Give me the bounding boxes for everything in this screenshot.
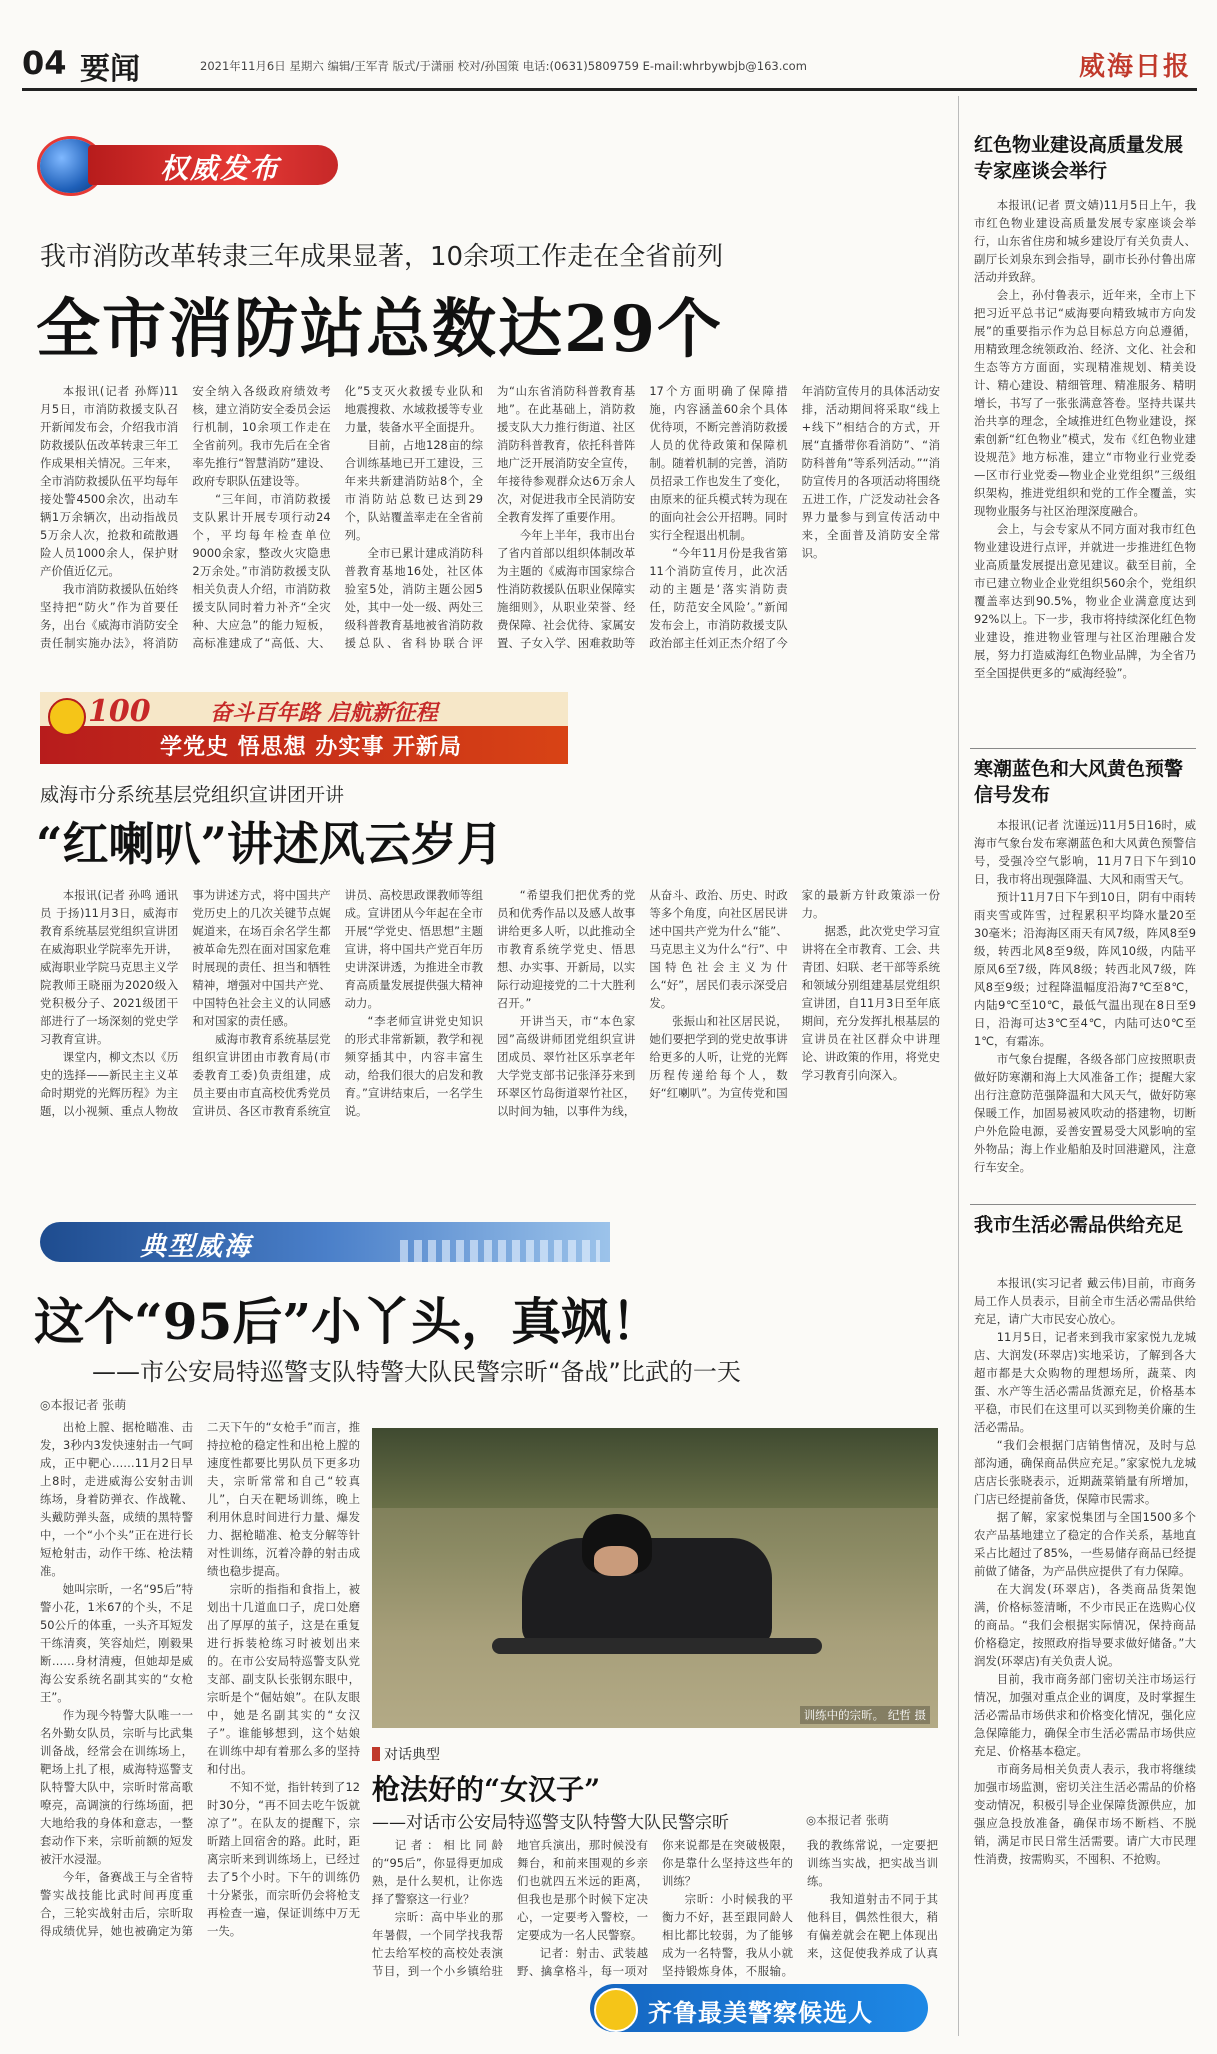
party-badge: 100 xyxy=(88,694,151,729)
typical-banner xyxy=(40,1222,610,1262)
paragraph: 不知不觉，指针转到了12时30分，“再不回去吃午饭就凉了”。在队友的提醒下，宗昕踏上回宿舍的路。此时，距离宗昕来到训练场上，已经过去了5个小时。下午的训练仍十分紧张，而宗昕仍会将枪支再检查一遍，保证训练中万无一失。 xyxy=(207,1780,360,1938)
qilu-banner-label: 齐鲁最美警察候选人 xyxy=(648,1999,873,2027)
interview-tag-label: 对话典型 xyxy=(384,1747,440,1763)
paragraph: 开讲当天，市“本色家园”高级讲师团党组织宣讲团成员、翠竹社区乐享老年大学党支部书记张泽芬来到环翠区竹岛街道翠竹社区，以时间为轴，以事件为线，从奋斗、政治、历史、时政等多个角度，向社区居民讲述中国共产党为什么“能”、马克思主义为什么“行”、中国特色社会主义为什么“好”，居民们表示深受启发。 xyxy=(496,888,788,1118)
paragraph: 全市已累计建成消防科普教育基地16处，社区体验室5处，消防主题公园5处，其中一处一级、两处三级科普教育基地被省消防救援总队、省科协联合评为“山东省消防科普教育基地”。在此基础上，消防救援支队大力推行街道、社区消防科普教育，依托科普阵地广泛开展消防安全宣传，年接待参观群众达6万余人次，对促进我市全民消防安全教育发挥了重要作用。 xyxy=(344,384,636,650)
paragraph: 本报讯(记者 孙鸣 通讯员 于扬)11月3日，威海市教育系统基层党组织宣讲团在威海职业学院率先开讲，威海职业学院马克思主义学院教师王晓丽为2020级入党积极分子、2021级团干部进行了一场深刻的党史学习教育宣讲。 xyxy=(40,888,179,1046)
paragraph: “今年11月份是我省第11个消防宣传月，此次活动的主题是‘落实消防责任，防范安全风险’。”新闻发布会上，市消防救援支队政治部主任刘正杰介绍了今年消防宣传月的具体活动安排，活动期间将采取“线上+线下”相结合的方式，开展“直播带你看消防”、“消防科普角”等系列活动。”“消防宣传月的各项活动将围绕五进工作，广泛发动社会各界力量参与到宣传活动中来，全面普及消防安全常识。 xyxy=(649,384,940,650)
paragraph: 宗昕的指指和食指上，被划出十几道血口子，虎口处磨出了厚厚的茧子，这是在重复进行拆装枪练习时被划出来的。在市公安局特巡警支队党支部、副支队长张钢东眼中，宗昕是个“倔姑娘”。在队友眼中，她是名副其实的“女汉子”。谁能够想到，这个姑娘在训练中却有着那么多的坚持和付出。 xyxy=(207,1582,360,1776)
paragraph: 她叫宗昕，一名“95后”特警小花，1米67的个头，不足50公斤的体重，一头齐耳短发干练清爽，笑容灿烂，刚毅果断……身材清瘦，但她却是威海公安系统名副其实的“女枪王”。 xyxy=(40,1582,193,1704)
paragraph: 目前，占地128亩的综合训练基地已开工建设，三年来共新建消防站8个，全市消防站总数已达到29个，队站覆盖率走在全省前列。 xyxy=(344,438,483,542)
article2-subtitle: 威海市分系统基层党组织宣讲团开讲 xyxy=(40,784,345,806)
header-rule xyxy=(22,88,1197,91)
paragraph: “我们会根据门店销售情况，及时与总部沟通，确保商品供应充足。”家家悦九龙城店店长张晓表示，近期蔬菜销量有所增加，门店已经提前备货，保障市民需求。 xyxy=(974,1438,1196,1506)
paragraph: 市气象台提醒，各级各部门应按照职责做好防寒潮和海上大风准备工作；提醒大家出行注意防范强降温和大风天气，做好防寒保暖工作，加固易被风吹动的搭建物，切断户外危险电源，妥善安置易受大风影响的室外物品；海上作业船舶及时回港避风，注意行车安全。 xyxy=(974,1052,1196,1174)
section-title: 要闻 xyxy=(80,52,140,87)
interview-byline: ◎本报记者 张萌 xyxy=(806,1813,889,1827)
sidebar-title-1: 红色物业建设高质量发展专家座谈会举行 xyxy=(974,134,1184,182)
paragraph: 出枪上膛、据枪瞄准、击发，3秒内3发快速射击一气呵成，正中靶心……11月2日早上8时，走进威海公安射击训练场，身着防弹衣、作战靴、头戴防弹头盔，成绩的黑特警中，一个“小个头”正在进行长短枪射击，动作干练、枪法精准。 xyxy=(40,1420,193,1578)
page-header xyxy=(22,44,1197,86)
paragraph: 市商务局相关负责人表示，我市将继续加强市场监测，密切关注生活必需品的价格变动情况，积极引导企业保障货源供应，加强应急投放准备，确保市场不断档、不脱销，满足市民日常生活需要。请广大市民理性消费，按需购买，不囤积、不抢购。 xyxy=(974,1762,1196,1866)
paragraph: “李老师宣讲党史知识的形式非常新颖，教学和视频穿插其中，内容丰富生动，给我们很大的启发和教育。”宣讲结束后，一名学生说。 xyxy=(344,1014,483,1118)
party-banner-line2: 学党史 悟思想 办实事 开新局 xyxy=(160,735,462,760)
paragraph: 宗昕：小时候我的平衡力不好，甚至跟同龄人相比都比较弱，为了能够成为一名特警，我从小就坚持锻炼身体，不服输。我的教练常说，一定要把训练当实战，把实战当训练。 xyxy=(662,1838,938,1978)
party-banner xyxy=(40,692,568,764)
authority-banner xyxy=(40,135,360,197)
article1-body xyxy=(40,382,940,677)
paragraph: 本报讯(记者 贾文婧)11月5日上午，我市红色物业建设高质量发展专家座谈会举行，山东省住房和城乡建设厅有关负责人、副厅长刘泉东到会指导，副市长孙付鲁出席活动并致辞。 xyxy=(974,198,1196,284)
interview-body xyxy=(372,1836,938,1980)
article3-subtitle: ——市公安局特巡警支队特警大队民警宗昕“备战”比武的一天 xyxy=(92,1358,741,1386)
page-number: 04 xyxy=(22,44,67,82)
sidebar-body-3 xyxy=(974,1274,1196,2032)
paragraph: 宗昕：高中毕业的那年暑假，一个同学找我帮忙去给军校的高校处表演节目，到一个小乡镇给驻地官兵演出，那时候没有舞台，和前来围观的乡亲们也就四五米远的距离，但我也是那个时候下定决心，一定要考入警校，一定要成为一名人民警察。 xyxy=(372,1838,648,1978)
paragraph: 会上，与会专家从不同方面对我市红色物业建设进行点评，并就进一步推进红色物业高质量发展提出意见建议。截至目前，全市已建立物业企业党组织560余个，党组织覆盖率达到90.5%，物业企业满意度达到92%以上。下一步，我市将持续深化红色物业建设，推进物业管理与社区治理融合发展，努力打造威海红色物业品牌，为全省乃至全国提供更多的“威海经验”。 xyxy=(974,522,1196,680)
party-emblem-icon xyxy=(48,698,86,736)
paragraph: “三年间，市消防救援支队累计开展专项行动24个，平均每年检查单位9000余家，整改火灾隐患2万余处。”市消防救援支队相关负责人介绍，市消防救援支队同时着力补齐“全灾种、大应急”的能力短板，高标准建成了“高低、大、化”5支灭火救援专业队和地震搜救、水域救援等专业力量，装备水平全面提升。 xyxy=(192,384,483,650)
paragraph: 记者：射击、武装越野、擒拿格斗，每一项对你来说都是在突破极限，你是靠什么坚持这些年的训练？ xyxy=(517,1838,793,1978)
interview-tag xyxy=(372,1744,440,1764)
article3-body xyxy=(40,1418,360,2030)
skyline-icon xyxy=(400,1240,600,1262)
photo-caption: 训练中的宗昕。 纪哲 摄 xyxy=(800,1706,930,1724)
article3-byline: ◎本报记者 张萌 xyxy=(40,1398,127,1412)
tag-marker-icon xyxy=(372,1747,380,1761)
paragraph: 据了解，家家悦集团与全国1500多个农产品基地建立了稳定的合作关系，基地直采占比超过了85%，一些易储存商品已经提前做了储备，为产品供应提供了有力保障。 xyxy=(974,1510,1196,1578)
authority-banner-label: 权威发布 xyxy=(160,152,281,185)
article3-title: 这个“95后”小丫头，真飒！ xyxy=(34,1292,662,1351)
paragraph: 张振山和社区居民说，她们要把学到的党史故事讲给更多的人听，让党的光辉历程传递给每个人，数好“红喇叭”。为宣传党和国家的最新方针政策添一份力。 xyxy=(649,888,940,1100)
interview-title: 枪法好的“女汉子” xyxy=(372,1773,601,1806)
party-banner-line1: 奋斗百年路 启航新征程 xyxy=(210,700,438,726)
paragraph: 在大润发(环翠店)，各类商品货架饱满，价格标签清晰，不少市民正在选购心仪的商品。“我们会根据实际情况，保持商品价格稳定，按照政府指导要求做好储备。”大润发(环翠店)有关负责人说。 xyxy=(974,1582,1196,1668)
sidebar-divider xyxy=(958,96,959,2036)
paragraph: 本报讯(记者 沈谨远)11月5日16时，威海市气象台发布寒潮蓝色和大风黄色预警信号，受强冷空气影响，11月7日下午到10日，我市将出现强降温、大风和雨雪天气。 xyxy=(974,818,1196,886)
sidebar-title-2: 寒潮蓝色和大风黄色预警信号发布 xyxy=(974,758,1184,806)
header-meta: 2021年11月6日 星期六 编辑/王军青 版式/于潇丽 校对/孙国策 电话:(0631)5809759 E-mail:whrbywbjb@163.com xyxy=(200,59,807,73)
article1-title: 全市消防站总数达29个 xyxy=(36,292,724,367)
sidebar-body-2 xyxy=(974,816,1196,1196)
paragraph: 本报讯(记者 孙辉)11月5日，市消防救援支队召开新闻发布会，介绍我市消防救援队伍改革转隶三年工作成果相关情况。三年来，全市消防救援队伍平均每年接处警4500余次，出动车辆1万余辆次，出动指战员5万余人次，抢救和疏散遇险人员1000余人，保护财产价值近亿元。 xyxy=(40,384,179,578)
typical-banner-label: 典型威海 xyxy=(140,1232,253,1262)
paragraph: 会上，孙付鲁表示，近年来，全市上下把习近平总书记“威海要向精致城市方向发展”的重要指示作为总目标总方向总遵循，用精致理念统领政治、经济、文化、社会和生态等方方面面，实现精准规划、精美设计、精心建设、精细管理、精准服务、精明增长，书写了一张张满意答卷。坚持共谋共治共享的理念，全域推进红色物业建设，探索创新“红色物业”模式，发布《红色物业建设规范》地方标准，建立“市物业行业党委—区市行业党委—物业企业党组织”三级组织架构，推进党组织和党的工作全覆盖，实现物业服务与社区治理深度融合。 xyxy=(974,288,1196,518)
article2-body xyxy=(40,886,940,1208)
paragraph: 目前，我市商务部门密切关注市场运行情况，加强对重点企业的调度，及时掌握生活必需品市场供求和价格变化情况，强化应急保障能力，确保全市生活必需品市场供应充足、价格基本稳定。 xyxy=(974,1672,1196,1758)
sidebar-body-1 xyxy=(974,196,1196,740)
paragraph: 我市消防救援队伍始终坚持把“防火”作为首要任务，出台《威海市消防安全责任制实施办法》，将消防安全纳入各级政府绩效考核，建立消防安全委员会运行机制，10余项工作走在全省前列。我市先后在全省率先推行“智慧消防”建设、政府专职队伍建设等。 xyxy=(40,384,331,650)
qilu-banner xyxy=(590,1984,928,2032)
paragraph: 本报讯(实习记者 戴云伟)目前，市商务局工作人员表示，目前全市生活必需品供给充足，请广大市民安心放心。 xyxy=(974,1276,1196,1326)
sidebar-title-3: 我市生活必需品供给充足 xyxy=(974,1214,1184,1236)
paragraph: 我知道射击不同于其他科目，偶然性很大，稍有偏差就会在靶上体现出来，这促使我养成了认真 xyxy=(807,1892,938,1960)
paragraph: 作为现今特警大队唯一一名外勤女队员，宗昕与比武集训备战，经常会在训练场上，靶场上扎了根，威海特巡警支队特警大队中，宗昕时常高歌嘹亮，高调演的行练场面，把大地给我的身体和意志，一整套动作下来，宗昕前额的短发被汗水浸湿。 xyxy=(40,1708,193,1866)
article1-subtitle: 我市消防改革转隶三年成果显著，10余项工作走在全省前列 xyxy=(40,242,724,272)
sidebar-rule xyxy=(970,748,1196,749)
article3-photo xyxy=(372,1428,938,1728)
masthead-logo: 威海日报 xyxy=(1078,52,1191,82)
article2-title: “红喇叭”讲述风云岁月 xyxy=(36,817,503,871)
sidebar-rule xyxy=(970,1204,1196,1205)
paragraph: 预计11月7日下午到10日，阴有中雨转雨夹雪或阵雪，过程累积平均降水量20至30毫米；沿海海区雨天有风7级，阵风8至9级，转西北风8至9级，阵风10级，内陆平原风6至7级，阵风8级；转西北风7级，阵风8至9级；过程降温幅度沿海7℃至8℃，内陆9℃至10℃，最低气温出现在8日至9日，沿海可达3℃至4℃，内陆可达0℃至1℃，有霜冻。 xyxy=(974,890,1196,1048)
paragraph: 今年，备赛战王与全省特警实战技能比武时间再度重合，三轮实战射击后，宗昕取得成绩优异，她也被确定为第二天下午的“女枪手”而言，推持拉枪的稳定性和出枪上膛的速度性都要比男队员下更多功夫，宗昕常常和自己“较真儿”，白天在靶场训练，晚上利用休息时间进行力量、爆发力、据枪瞄准、枪支分解等针对性训练，沉着冷静的射击成绩也稳步提高。 xyxy=(40,1420,360,1938)
paragraph: 课堂内，柳文杰以《历史的选择——新民主主义革命时期党的光辉历程》为主题，以小视频、重点人物故事为讲述方式，将中国共产党历史上的几次关键节点娓娓道来，在场百余名学生都被革命先烈在面对国家危难时展现的责任、担当和牺牲精神，增强对中国共产党、中国特色社会主义的认同感和对国家的责任感。 xyxy=(40,888,331,1118)
paragraph: “希望我们把优秀的党员和优秀作品以及感人故事讲给更多人听，以此推动全市教育系统学党史、悟思想、办实事、开新局，以实际行动迎接党的二十大胜利召开。” xyxy=(496,888,636,1010)
police-badge-icon xyxy=(594,1988,638,2032)
paragraph: 11月5日，记者来到我市家家悦九龙城店、大润发(环翠店)实地采访，了解到各大超市都是大众购物的理想场所，蔬菜、肉蛋、水产等生活必需品货源充足，价格基本平稳，市民们在这里可以买到物美价廉的生活必需品。 xyxy=(974,1330,1196,1434)
paragraph: 威海市教育系统基层党组织宣讲团由市教育局(市委教育工委)负责组建，成员主要由市直高校优秀党员宣讲员、各区市教育系统宣讲员、高校思政课教师等组成。宣讲团从今年起在全市开展“学党史、悟思想”主题宣讲，将中国共产党百年历史讲深讲透，为推进全市教育高质量发展提供强大精神动力。 xyxy=(192,888,483,1118)
paragraph: 记者：相比同龄的“95后”，你显得更加成熟，是什么契机，让你选择了警察这一行业？ xyxy=(372,1838,503,1906)
paragraph: 据悉，此次党史学习宣讲将在全市教育、工会、共青团、妇联、老干部等系统和领域分别组建基层党组织宣讲团，自11月3日至年底期间，充分发挥扎根基层的宣讲员在社区群众中讲理论、讲政策的作用，将党史学习教育引向深入。 xyxy=(801,924,940,1082)
paragraph: 今年上半年，我市出台了省内首部以组织体制改革为主题的《威海市国家综合性消防救援队伍职业保障实施细则》，从职业荣誉、经费保障、社会优待、家属安置、子女入学、困难救助等17个方面明确了保障措施，内容涵盖60余个具体优待项，不断完善消防救援人员的优待政策和保障机制。随着机制的完善，消防员招录工作也发生了变化，由原来的征兵模式转为现在的面向社会公开招聘。同时实行全程退出机制。 xyxy=(496,384,788,650)
interview-subtitle: ——对话市公安局特巡警支队特警大队民警宗昕 xyxy=(372,1813,729,1833)
